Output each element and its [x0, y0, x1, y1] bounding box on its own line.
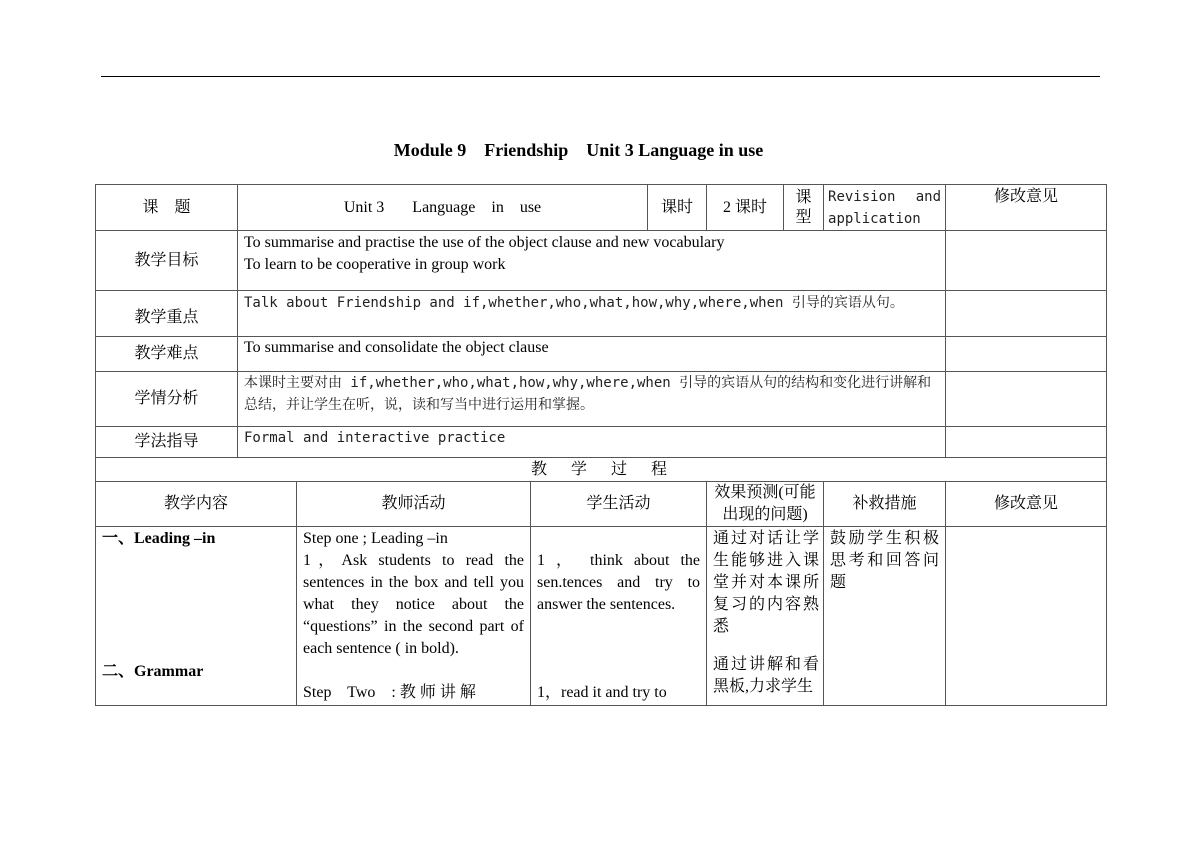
header-row: [96, 185, 1107, 231]
difficulty-comment: [946, 337, 1107, 372]
process-heading-row: [96, 458, 1107, 482]
keypoints-comment: [946, 291, 1107, 337]
method-label: 学法指导: [96, 427, 238, 458]
difficulty-label: 教学难点: [96, 337, 238, 372]
objectives-line-1: To summarise and practise the use of the object clause and new vocabulary: [244, 234, 725, 251]
process-heading: 教 学 过 程: [96, 458, 1107, 482]
student-activity-2: 1，read it and try to: [537, 684, 667, 701]
objectives-row: [96, 231, 1107, 291]
keypoints-value: Talk about Friendship and if,whether,who,what,how,why,where,when 引导的宾语从句。: [238, 291, 946, 337]
student-activity-1: 1 ， think about the sen.tences and try to answer the sentences.: [537, 552, 701, 613]
topic-value: Unit 3 Language in use: [238, 185, 648, 231]
comment-label: 修改意见: [946, 185, 1107, 231]
keypoints-label: 教学重点: [96, 291, 238, 337]
document-title: Module 9 Friendship Unit 3 Language in use: [393, 140, 764, 160]
student-cell: [531, 527, 707, 706]
difficulty-value: To summarise and consolidate the object clause: [238, 337, 946, 372]
content-header: 教学内容: [96, 482, 297, 527]
header-rule: [101, 76, 1100, 77]
analysis-value: 本课时主要对由 if,whether,who,what,how,why,where,when 引导的宾语从句的结构和变化进行讲解和总结，并让学生在听，说，读和写当中进行运用和掌握。: [238, 372, 946, 427]
keypoints-row: [96, 291, 1107, 337]
process-comment-cell: [946, 527, 1107, 706]
process-content-row: [96, 527, 1107, 706]
remedy-cell: 鼓励学生积极思考和回答问题: [824, 527, 946, 706]
lesson-plan-table: [95, 184, 1107, 706]
topic-label: 课 题: [96, 185, 238, 231]
analysis-row: [96, 372, 1107, 427]
method-value: Formal and interactive practice: [238, 427, 946, 458]
difficulty-row: [96, 337, 1107, 372]
student-header: 学生活动: [531, 482, 707, 527]
content-cell: [96, 527, 297, 706]
teacher-step-one: Step one ; Leading –in: [303, 530, 448, 547]
objectives-line-2: To learn to be cooperative in group work: [244, 256, 506, 273]
process-header-row: [96, 482, 1107, 527]
objectives-label: 教学目标: [96, 231, 238, 291]
content-leading-in: 一、Leading –in: [102, 530, 216, 547]
teacher-cell: [297, 527, 531, 706]
hours-label: 课时: [648, 185, 707, 231]
method-row: [96, 427, 1107, 458]
objectives-value: [238, 231, 946, 291]
teacher-header: 教师活动: [297, 482, 531, 527]
effect-header: 效果预测(可能出现的问题): [707, 482, 824, 527]
analysis-comment: [946, 372, 1107, 427]
hours-value: 2 课时: [707, 185, 784, 231]
effect-cell: [707, 527, 824, 706]
objectives-comment: [946, 231, 1107, 291]
method-comment: [946, 427, 1107, 458]
comment-header: 修改意见: [946, 482, 1107, 527]
type-label: 课型: [784, 185, 824, 231]
content-grammar: 二、Grammar: [102, 663, 204, 680]
teacher-instruction: 1，Ask students to read the sentences in the box and tell you what they notice about the “questions” in the second part of each sentence ( in bold).: [303, 552, 524, 657]
remedy-header: 补救措施: [824, 482, 946, 527]
type-value: Revision and application: [824, 185, 946, 231]
effect-2: 通过讲解和看黑板,力求学生: [713, 656, 820, 695]
effect-1: 通过对话让学生能够进入课堂并对本课所复习的内容熟悉: [713, 530, 820, 635]
teacher-step-two: Step Two : 教 师 讲 解: [303, 684, 476, 701]
analysis-label: 学情分析: [96, 372, 238, 427]
